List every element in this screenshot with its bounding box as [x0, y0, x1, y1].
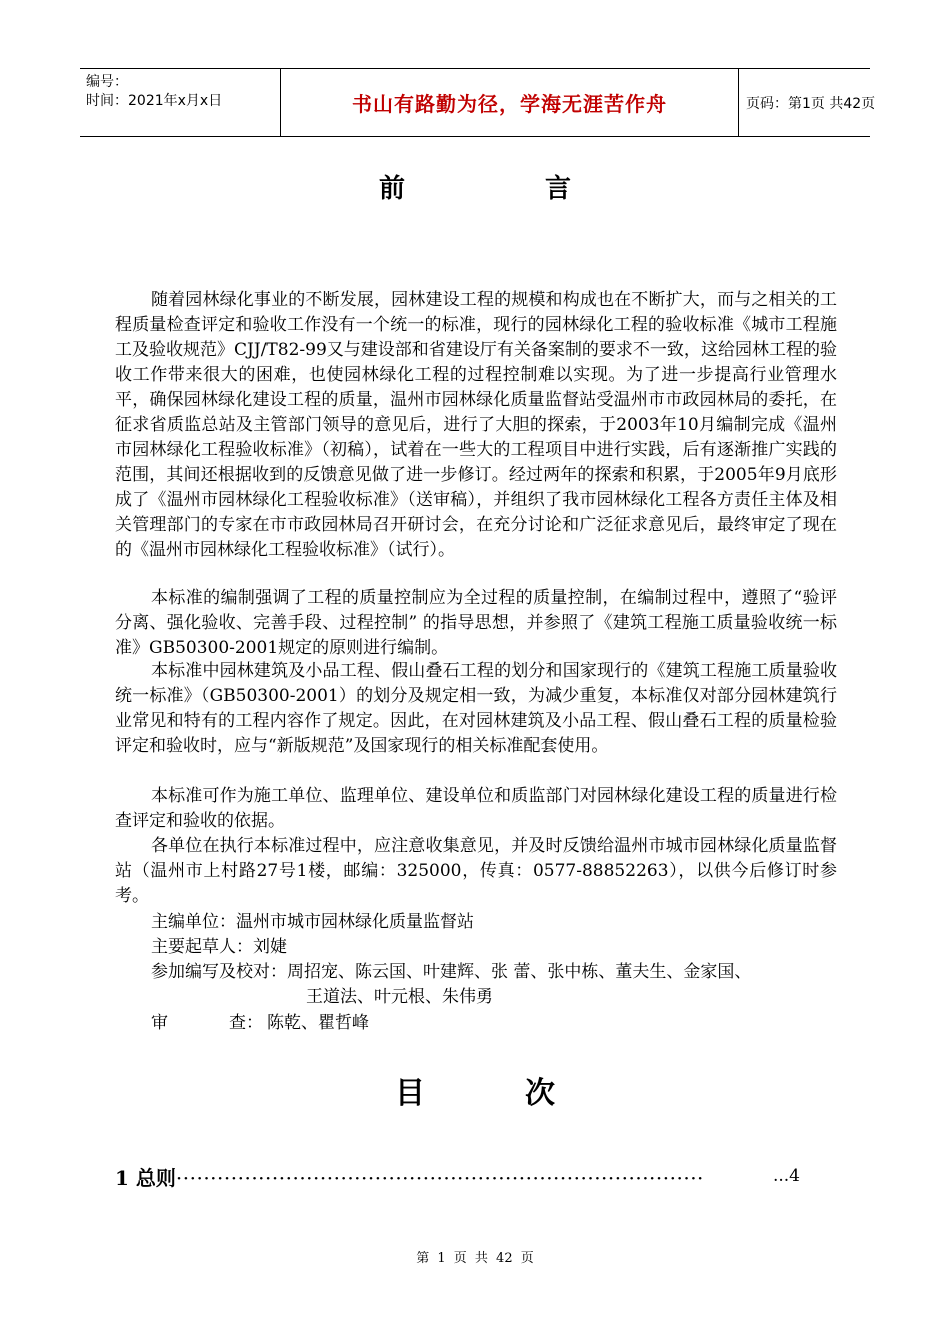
reviewer-label-a: 审	[151, 1013, 168, 1033]
toc-item-label: 1 总则	[115, 1166, 176, 1190]
reviewer-label	[151, 1011, 267, 1036]
preface-title: 前言	[378, 174, 711, 204]
page-header	[80, 68, 876, 137]
preface-paragraph-1: 随着园林绿化事业的不断发展，园林建设工程的规模和构成也在不断扩大，而与之相关的工程质量检查评定和验收工作没有一个统一的标准，现行的园林绿化工程的验收标准《城市工程施工及验收规范》CJJ/T82-99又与建设部和省建设厅有关备案制的要求不一致，这给园林工程的验收工作带来很大的困难，也使园林绿化工程的过程控制难以实现。为了进一步提高行业管理水平，确保园林绿化建设工程的质量，温州市园林绿化质量监督站受温州市市政园林局的委托，在征求省质监总站及主管部门领导的意见后，进行了大胆的探索，于2003年10月编制完成《温州市园林绿化工程验收标准》（初稿），试着在一些大的工程项目中进行实践，后有逐渐推广实践的范围，其间还根据收到的反馈意见做了进一步修订。经过两年的探索和积累，于2005年9月底形成了《温州市园林绿化工程验收标准》（送审稿），并组织了我市园林绿化工程各方责任主体及相关管理部门的专家在市市政园林局召开研讨会，在充分讨论和广泛征求意见后，最终审定了现在的《温州市园林绿化工程验收标准》（试行）。	[115, 290, 837, 560]
contributors-line-2: 王道法、叶元根、朱伟勇	[306, 987, 493, 1007]
header-motto: 书山有路勤为径，学海无涯苦作舟	[280, 69, 739, 136]
reviewer-label-b: 查：	[229, 1013, 263, 1033]
reviewers: 陈乾、瞿哲峰	[267, 1013, 369, 1033]
toc-title: 目次	[395, 1076, 655, 1111]
main-drafter: 主要起草人：刘婕	[151, 937, 287, 957]
number-label: 编号：	[86, 74, 128, 90]
header-meta	[80, 69, 280, 136]
page-footer: 第 1 页 共 42 页	[416, 1251, 534, 1266]
preface-paragraph-4: 本标准可作为施工单位、监理单位、建设单位和质监部门对园林绿化建设工程的质量进行检查评定和验收的依据。	[115, 786, 837, 831]
editor-unit: 主编单位：温州市城市园林绿化质量监督站	[151, 912, 474, 932]
preface-paragraph-5: 各单位在执行本标准过程中，应注意收集意见，并及时反馈给温州市城市园林绿化质量监督站（温州市上村路27号1楼，邮编：325000，传真：0577-88852263），以供今后修订时参考。	[115, 836, 837, 906]
toc-item[interactable]	[115, 1162, 800, 1191]
reviewers-line	[151, 1011, 369, 1036]
preface-paragraph-3: 本标准中园林建筑及小品工程、假山叠石工程的划分和国家现行的《建筑工程施工质量验收统一标准》（GB50300-2001）的划分及规定相一致，为减少重复，本标准仅对部分园林建筑行业常见和特有的工程内容作了规定。因此，在对园林建筑及小品工程、假山叠石工程的质量检验评定和验收时，应与“新版规范”及国家现行的相关标准配套使用。	[115, 661, 837, 756]
time-label: 时间：2021年x月x日	[86, 93, 223, 109]
preface-paragraph-2: 本标准的编制强调了工程的质量控制应为全过程的质量控制，在编制过程中，遵照了“验评分离、强化验收、完善手段、过程控制” 的指导思想，并参照了《建筑工程施工质量验收统一标准》GB50300-2001规定的原则进行编制。	[115, 588, 837, 658]
toc-item-dots: ·············································································	[175, 1166, 704, 1190]
contributors-line-1: 参加编写及校对：周招宠、陈云国、叶建辉、张 蕾、张中栋、董夫生、金家国、	[151, 962, 752, 982]
header-page-info: 页码：第1页 共42页	[746, 95, 876, 112]
toc-item-page: ...4	[772, 1166, 800, 1186]
